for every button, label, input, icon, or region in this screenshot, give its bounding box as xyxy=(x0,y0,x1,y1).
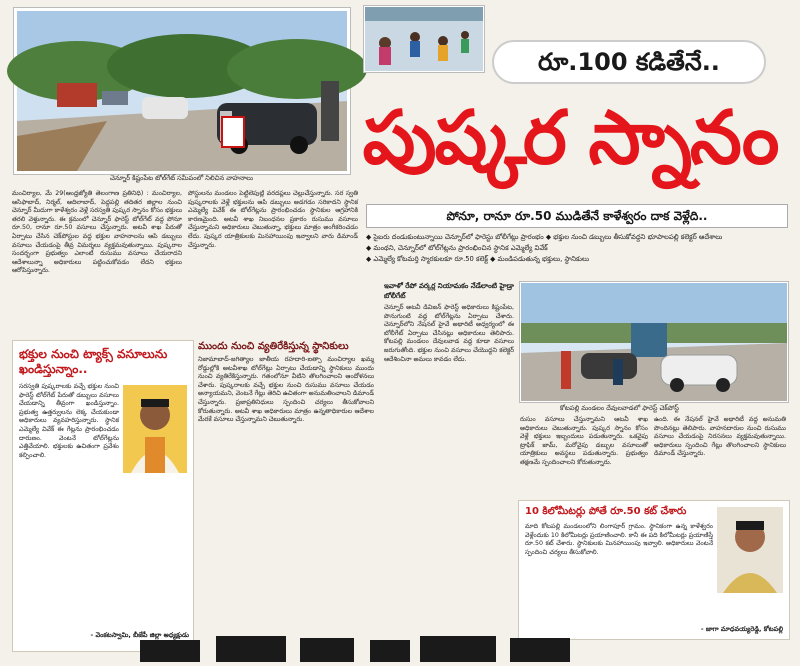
article-column-2: పోస్టులను మండలం పెట్టిలెపుట్లి వరదప్లలు చెల్లుచేస్తున్నారు. సర స్వతి పుష్కరాలకు వెళ్లే భక్తులను ఆపి డబ్బులు అడగడం సరికాదని స్థానిక ఎమ్మెల్యే వివేక్ ఈ టోల్‌గేట్లను ప్రారంభించడం స్థానికుల ఆగ్రహానికి కారణమైంది. అటవీ శాఖ నిబంధనల ప్రకారం రుసుము వసూలు చేస్తున్నామని అధికారులు చెబుతున్నా, భక్తులు మాత్రం అంగీకరించడం లేదు. పుష్కర యాత్రికులకు మినహాయింపు ఇవ్వాలని వారు డిమాండ్ చేస్తున్నారు. xyxy=(188,190,361,249)
mid-subheading: ముందు నుంచి వ్యతిరేకిస్తున్న స్థానికులు xyxy=(198,341,349,352)
side-story-box xyxy=(12,340,194,652)
photo2-caption: కోటపల్లి మండలం దేవులవాడలో ఫారెస్ట్ చెక్‌పోస్ట్ xyxy=(560,404,679,412)
article-column-3: నిజామాబాద్-జగిత్యాల జాతీయ రహదారి-ఐత్సా మంచిర్యాల ఖమ్మ రోడ్డుల్లోకి అటవీశాఖ టోల్‌గేట్లు ఏర్పాటు చేయడాన్ని స్థానికులు ముందు నుంచి వ్యతిరేకిస్తున్నారు. గతంలోనూ వీటిని తొలగించాలని ఆందోళనలు చేశారు. పుష్కరాలకు వచ్చే భక్తుల నుంచి రుసుము వసూలు చేయడం అన్యాయమని, వెంటనే గేట్లు తెరిచి ఉచితంగా అనుమతించాలని డిమాండ్ చేస్తున్నారు. ప్రజాప్రతినిధులు స్పందించి చర్యలు తీసుకోవాలని కోరుతున్నారు. అటవీ శాఖ అధికారులు మాత్రం ఉన్నతాధికారుల ఆదేశాల మేరకే వసూలు చేస్తున్నామని చెబుతున్నారు. xyxy=(198,356,377,424)
kicker-banner: రూ.100 కడితేనే.. xyxy=(492,40,766,84)
headline: పుష్కర స్నానం xyxy=(362,95,778,181)
checkpoint-photo xyxy=(14,8,350,174)
side-story-byline: - వెంకటస్వామి, బీజేపీ జిల్లా అధ్యక్షుడు xyxy=(90,631,189,639)
right-subheading: ఇవాళో రేపో వర్కర్ల నియామకం నేడేలాంటి హైడ్రా బోలీగేట్ xyxy=(384,282,514,300)
article-column-4: చెన్నూర్ అటవీ డివిజన్ ఫారెస్ట్ అధికారులు కిష్టంపేట, పొనుగుంటి వద్ద టోల్‌గేట్లను ఏర్పాటు చేశారు. చెన్నూర్‌లోని నేషనల్ హైవే అథారిటీ అధ్వర్యంలో ఈ బోలీగేట్ ఏర్పాటు చేసినట్లు అధికారులు తెలిపారు. కోటపల్లి మండలం దేవులవాడ వద్ద కూడా వసూలు జరుగుతోంది. భక్తుల నుంచి వసూలు చేయొద్దని కలెక్టర్ ఆదేశించినా అమలు కావడం లేదు. xyxy=(384,304,517,363)
river-photo xyxy=(364,6,484,72)
bullet-list xyxy=(366,232,792,265)
side-story-heading: భక్తుల నుంచి ట్యాక్స్ వసూలును ఖండిస్తున్నాం.. xyxy=(19,347,168,376)
bullet-item: ◆ మంథని, చెన్నూర్‌లో టోల్‌గేట్లను ప్రారంభించిన స్థానిక ఎమ్మెల్యే వివేక్ xyxy=(366,244,548,252)
bullet-item: ◆ ఎమ్మెల్యే కోటమర్తి స్మారకులకూ రూ.50 కలెక్ట్ ◆ మండిపడుతున్న భక్తులు, స్థానికులు xyxy=(366,255,590,263)
quote-box-text: మాది కోటపల్లి మండలంలోని లింగాపూర్ గ్రామం. స్థానికంగా ఉన్న కాళేశ్వరం వెళ్లేందుకు 10 కిలోమీటర్లు ప్రయాణించాలి. కానీ ఈ పది కిలోమీటర్లు ప్రయాణిస్తే రూ.50 కట్ చేశారు. స్థానికులకు మినహాయింపు ఇవ్వాలి. అధికారులు వెంటనే స్పందించి చర్యలు తీసుకోవాలి. xyxy=(525,523,716,556)
quote-box xyxy=(518,500,790,640)
next-article-headline-strip xyxy=(120,632,800,660)
article-column-1: మంచిర్యాల, మే 29(ఆంధ్రజ్యోతి తెలంగాణ ప్రతినిధి) : మంచిర్యాల, ఆసిఫాబాద్, నిర్మల్, ఆదిలాబాద్, పెద్దపల్లి తదితర జిల్లాల నుంచి చెన్నూర్ మీదుగా కాళేశ్వరం వెళ్లే సరస్వతి పుష్కర స్నానం కోసం భక్తులు తరలి వెళ్తున్నారు. ఈ క్రమంలో చెన్నూర్ ఫారెస్ట్ టోల్‌గేట్ వద్ద పోనూ రూ.50, రానూ రూ.50 వసూలు చేస్తున్నారు. అటవీ శాఖ పేరుతో ఏర్పాటు చేసిన చెక్‌పోస్టుల వద్ద భక్తుల వాహనాలను ఆపి డబ్బులు వసూలు చేయడంపై తీవ్ర విమర్శలు వ్యక్తమవుతున్నాయి. పుష్కరాల సందర్భంగా ప్రభుత్వం ఎలాంటి రుసుము వసూలు చేయరాదని ఆదేశాలున్నా అధికారులు పట్టించుకోవడం లేదని భక్తులు ఆరోపిస్తున్నారు. xyxy=(12,190,185,275)
photo1-caption: చెన్నూర్ కిష్టంపేట టోల్‌గేట్ సమీపంలో నిలిచిన వాహనాలు xyxy=(110,174,253,182)
bullet-item: ◆ సైబరు దండుకుంటున్నాయి చెన్నూర్‌లో ఫారెస్టు బోలీగేట్లు ప్రారంభం ◆ భక్తుల నుంచి డబ్బులు తీసుకోవద్దని భూపాలపల్లి కలెక్టర్ ఆదేశాలు xyxy=(366,233,723,241)
politician-portrait xyxy=(123,385,187,473)
quote-box-byline: - జాగా మాధవయ్యరెడ్డి, కోటపల్లి xyxy=(700,625,783,633)
quote-box-heading: 10 కిలోమీటర్లు పోతే రూ.50 కట్ చేశారు xyxy=(525,506,687,517)
side-story-text: సరస్వతి పుష్కరాలకు వచ్చే భక్తుల నుంచి ఫారెస్ట్ టోల్‌గేట్ పేరుతో డబ్బులు వసూలు చేయడాన్ని తీవ్రంగా ఖండిస్తున్నాం. ప్రభుత్వ ఉత్తర్వులను లెక్క చేయకుండా అధికారులు వ్యవహరిస్తున్నారు. స్థానిక ఎమ్మెల్యే వివేక్ ఈ గేట్లను ప్రారంభించడం దారుణం. వెంటనే టోల్‌గేట్లను ఎత్తివేయాలి. భక్తులకు ఉచితంగా ప్రవేశం కల్పించాలి. xyxy=(19,383,122,459)
tollbooth-photo xyxy=(520,282,788,402)
article-column-6: ఉంది. ఈ నేషనల్ హైవే అథారిటీ వద్ద అనుమతి పొందినట్లు తెలిపారు. వాహనదారుల నుంచి రుసుము వసూలు చేయడంపై నిరసనలు వ్యక్తమవుతున్నాయి. అధికారులు స్పందించి గేట్లు తొలగించాలని స్థానికులు డిమాండ్ చేస్తున్నారు. xyxy=(654,416,789,458)
article-column-5: రుసుం వసూలు చేస్తున్నామని ఆటవీ శాఖ అధికారులు చెబుతున్నారు. పుష్కర స్నానం కోసం వెళ్లే భక్తులు ఇబ్బందులు పడుతున్నారు. ఒకవైపు ట్రాఫిక్ జామ్, మరోవైపు డబ్బుల వసూలుతో యాత్రికులు అవస్థలు పడుతున్నారు. ప్రభుత్వం తక్షణమే స్పందించాలని కోరుతున్నారు. xyxy=(520,416,651,466)
youth-portrait xyxy=(717,507,783,593)
strap-line: పోనూ, రానూ రూ.50 ముడితేనే కాళేశ్వరం దాక వెళ్లేది.. xyxy=(366,204,788,228)
